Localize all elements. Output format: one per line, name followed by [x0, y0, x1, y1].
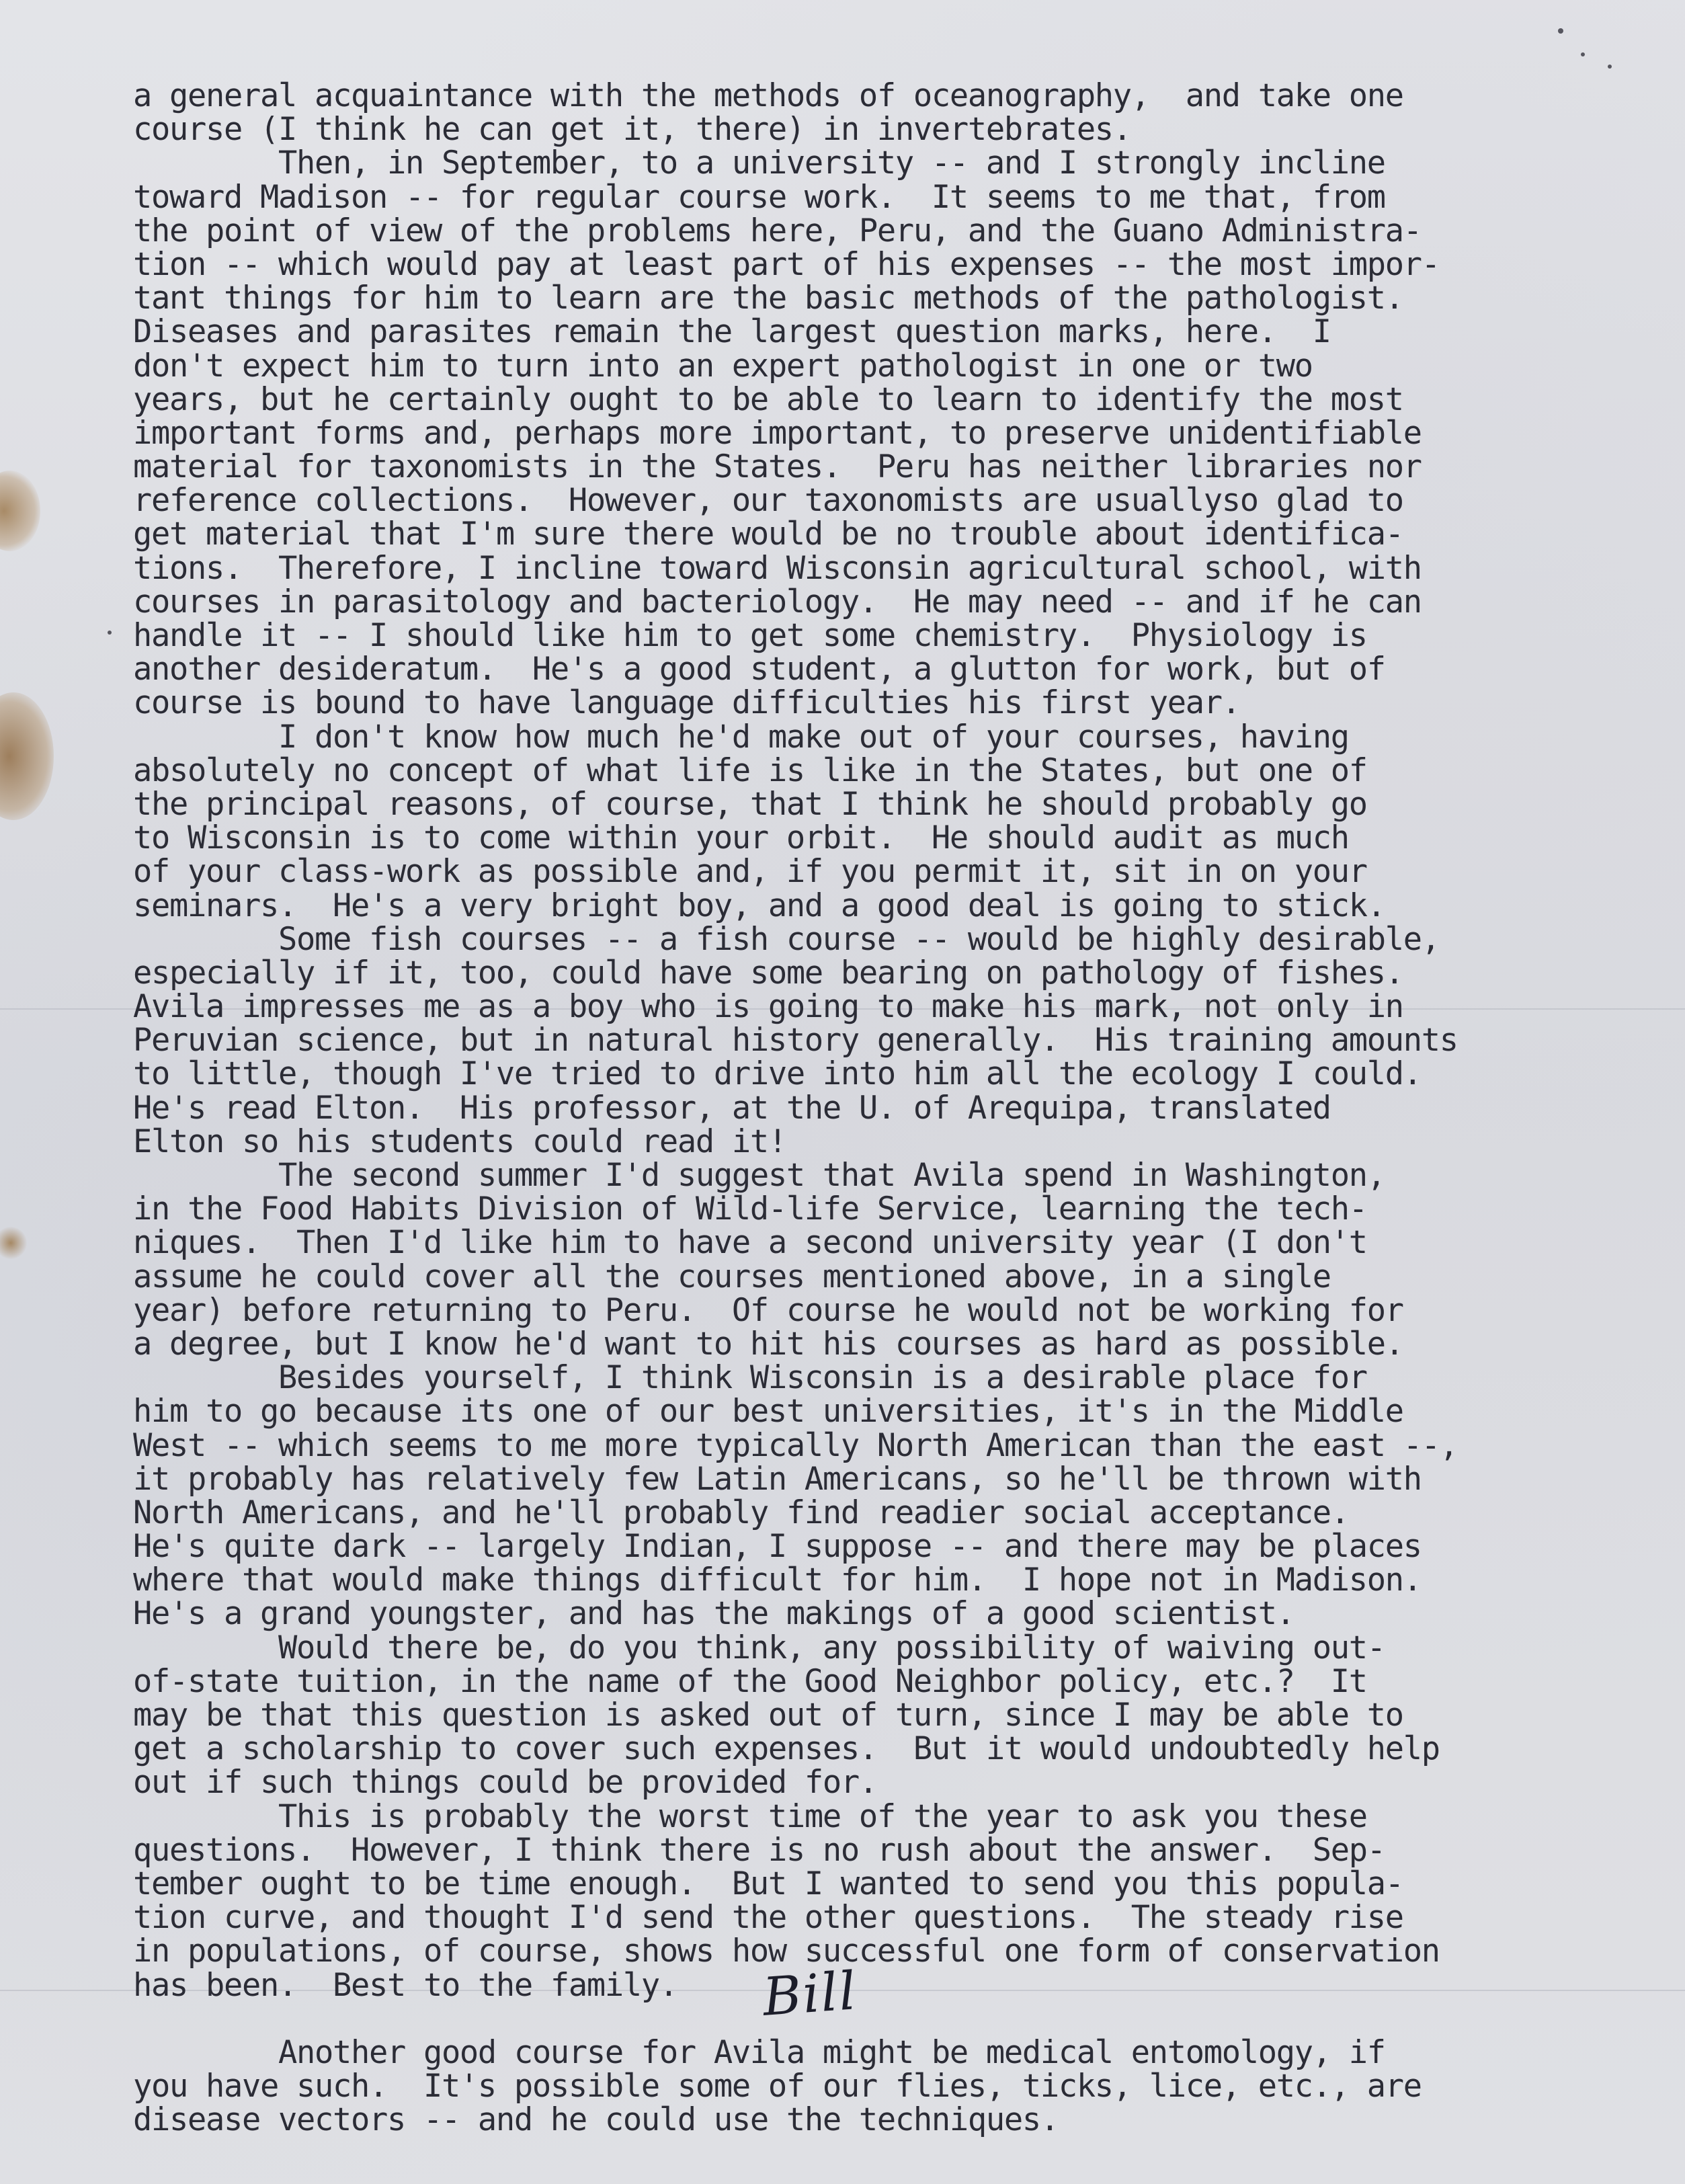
letter-line: has been. Best to the family. [133, 1966, 677, 2004]
letter-line: questions. However, I think there is no rush about the answer. Sep- [133, 1831, 1385, 1869]
letter-line: He's quite dark -- largely Indian, I suppose -- and there may be places [133, 1528, 1422, 1566]
letter-line: of your class-work as possible and, if you permit it, sit in on your [133, 853, 1367, 891]
coffee-stain [0, 471, 40, 551]
letter-line: tember ought to be time enough. But I wanted to send you this popula- [133, 1865, 1403, 1902]
letter-line: Besides yourself, I think Wisconsin is a desirable place for [133, 1359, 1367, 1397]
letter-line: him to go because its one of our best universities, it's in the Middle [133, 1393, 1403, 1430]
postscript-line: Another good course for Avila might be medical entomology, if [133, 2033, 1385, 2071]
letter-line: He's a grand youngster, and has the makings of a good scientist. [133, 1595, 1294, 1633]
letter-line: another desideratum. He's a good student, a glutton for work, but of [133, 651, 1385, 688]
postscript-line: disease vectors -- and he could use the techniques. [133, 2101, 1059, 2139]
letter-line: out if such things could be provided for. [133, 1764, 877, 1802]
letter-line: to Wisconsin is to come within your orbit. He should audit as much [133, 819, 1349, 857]
letter-line: tion curve, and thought I'd send the other questions. The steady rise [133, 1899, 1403, 1937]
letter-line: especially if it, too, could have some bearing on pathology of fishes. [133, 954, 1403, 992]
letter-line: tion -- which would pay at least part of his expenses -- the most impor- [133, 245, 1440, 283]
letter-line: material for taxonomists in the States. Peru has neither libraries nor [133, 448, 1422, 486]
letter-line: Peruvian science, but in natural history generally. His training amounts [133, 1022, 1458, 1059]
coffee-stain [0, 692, 54, 820]
letter-body [133, 79, 1652, 2137]
letter-line: of-state tuition, in the name of the Good Neighbor policy, etc.? It [133, 1662, 1367, 1700]
letter-line: West -- which seems to me more typically North American than the east --, [133, 1426, 1458, 1464]
letter-line: courses in parasitology and bacteriology. He may need -- and if he can [133, 583, 1422, 620]
letter-line: handle it -- I should like him to get some chemistry. Physiology is [133, 617, 1367, 654]
letter-line: in populations, of course, shows how successful one form of conservation [133, 1933, 1440, 1970]
paper-speck [1558, 28, 1563, 34]
letter-line: The second summer I'd suggest that Avila spend in Washington, [133, 1157, 1385, 1194]
letter-line: Would there be, do you think, any possibility of waiving out- [133, 1629, 1385, 1666]
blank-line [133, 2003, 1652, 2036]
letter-line: a degree, but I know he'd want to hit his courses as hard as possible. [133, 1325, 1403, 1363]
letter-line: Then, in September, to a university -- and I strongly incline [133, 145, 1385, 182]
paper-speck [108, 631, 112, 635]
letter-line: year) before returning to Peru. Of course he would not be working for [133, 1291, 1403, 1329]
letter-line: a general acquaintance with the methods of oceanography, and take one [133, 77, 1403, 114]
letter-line: North Americans, and he'll probably find readier social acceptance. [133, 1494, 1349, 1531]
letter-line: get material that I'm sure there would be no trouble about identifica- [133, 516, 1403, 553]
handwritten-signature: Bill [761, 1961, 860, 2028]
letter-line: reference collections. However, our taxonomists are usuallyso glad to [133, 482, 1403, 520]
letter-line: absolutely no concept of what life is like in the States, but one of [133, 752, 1367, 789]
letter-line: Elton so his students could read it! [133, 1123, 786, 1160]
letter-line: important forms and, perhaps more important, to preserve unidentifiable [133, 414, 1422, 452]
letter-line: years, but he certainly ought to be able to learn to identify the most [133, 380, 1403, 418]
letter-line: tant things for him to learn are the basic methods of the pathologist. [133, 280, 1403, 317]
letter-line: it probably has relatively few Latin Americans, so he'll be thrown with [133, 1460, 1422, 1498]
letter-line: get a scholarship to cover such expenses. But it would undoubtedly help [133, 1730, 1440, 1768]
postscript-line: you have such. It's possible some of our flies, ticks, lice, etc., are [133, 2068, 1422, 2105]
letter-line: course (I think he can get it, there) in invertebrates. [133, 111, 1131, 149]
letter-line: He's read Elton. His professor, at the U. of Arequipa, translated [133, 1089, 1331, 1127]
letter-line: the point of view of the problems here, Peru, and the Guano Administra- [133, 212, 1422, 249]
paper-speck [1581, 52, 1585, 56]
letter-line: I don't know how much he'd make out of your courses, having [133, 718, 1349, 756]
letter-line: the principal reasons, of course, that I think he should probably go [133, 785, 1367, 823]
letter-line: assume he could cover all the courses mentioned above, in a single [133, 1258, 1331, 1295]
letter-line: tions. Therefore, I incline toward Wisconsin agricultural school, with [133, 549, 1422, 587]
letter-line: This is probably the worst time of the year to ask you these [133, 1797, 1367, 1835]
letter-line: seminars. He's a very bright boy, and a good deal is going to stick. [133, 887, 1385, 924]
letter-line: in the Food Habits Division of Wild-life Service, learning the tech- [133, 1190, 1367, 1228]
letter-line: Avila impresses me as a boy who is going to make his mark, not only in [133, 988, 1403, 1026]
letter-line: to little, though I've tried to drive into him all the ecology I could. [133, 1055, 1422, 1093]
letter-line: Some fish courses -- a fish course -- would be highly desirable, [133, 920, 1440, 958]
paper-speck [1608, 65, 1612, 69]
letter-line: where that would make things difficult for him. I hope not in Madison. [133, 1562, 1422, 1599]
coffee-stain [0, 1227, 27, 1259]
letter-line: don't expect him to turn into an expert pathologist in one or two [133, 347, 1313, 385]
letter-line: may be that this question is asked out of turn, since I may be able to [133, 1697, 1403, 1734]
letter-line: niques. Then I'd like him to have a second university year (I don't [133, 1224, 1367, 1262]
letter-line: Diseases and parasites remain the largest question marks, here. I [133, 313, 1331, 351]
letter-line: course is bound to have language difficulties his first year. [133, 684, 1240, 722]
letter-line: toward Madison -- for regular course work. It seems to me that, from [133, 178, 1385, 216]
